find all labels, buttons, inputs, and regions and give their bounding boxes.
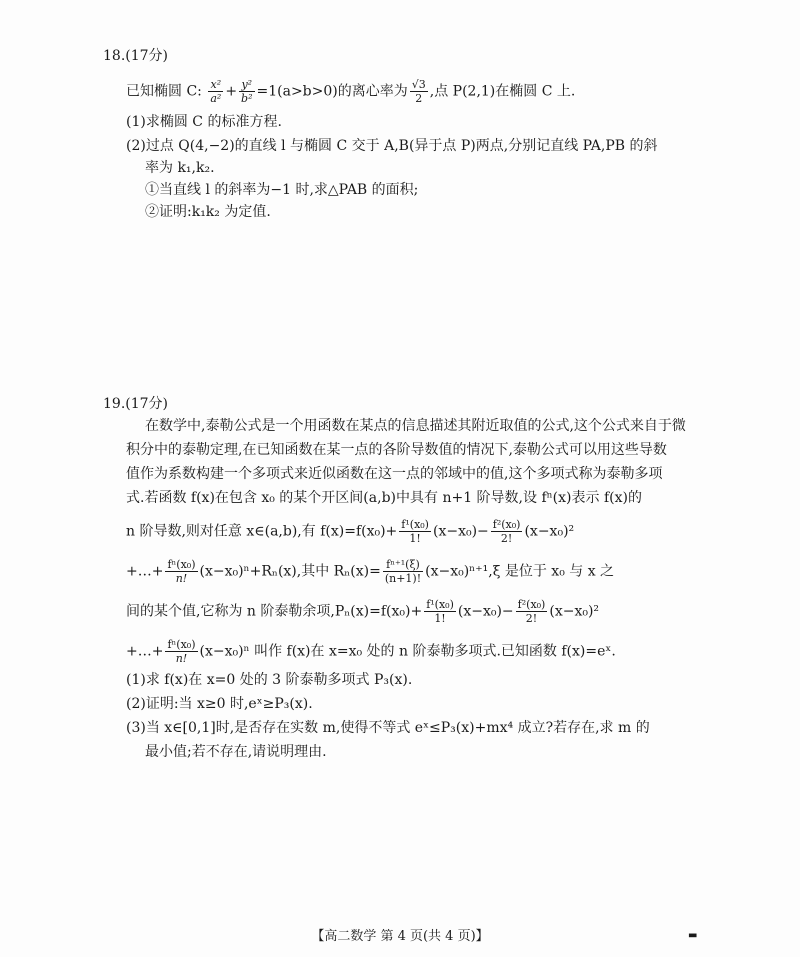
- text-run: n 阶导数,则对任意 x∈(a,b),有 f(x)=f(x₀)+: [126, 523, 398, 540]
- frac-numerator: f¹(x₀): [426, 598, 454, 611]
- text-run: (x−x₀)²: [524, 523, 575, 540]
- text-run: (x−x₀)ⁿ+Rₙ(x),其中 Rₙ(x)=: [199, 563, 381, 580]
- q18-subpart1: ①当直线 l 的斜率为−1 时,求△PAB 的面积;: [145, 182, 419, 198]
- q18-part2-line2: 率为 k₁,k₂.: [145, 160, 215, 176]
- frac-numerator: f²(x₀): [517, 598, 546, 611]
- q18-subpart2: ②证明:k₁k₂ 为定值.: [145, 204, 271, 220]
- q19-part2: (2)证明:当 x≥0 时,eˣ≥P₃(x).: [126, 696, 313, 712]
- frac-denominator: (n+1)!: [384, 572, 422, 585]
- frac-numerator: √3: [411, 78, 426, 91]
- q19-line5: [126, 518, 574, 545]
- frac-denominator: b²: [241, 92, 253, 105]
- remainder-frac: [383, 558, 423, 585]
- q19-part1: (1)求 f(x)在 x=0 处的 3 阶泰勒多项式 P₃(x).: [126, 672, 413, 688]
- text-run: (x−x₀)ⁿ⁺¹,ξ 是位于 x₀ 与 x 之: [425, 563, 615, 580]
- q19-line4: 式.若函数 f(x)在包含 x₀ 的某个开区间(a,b)中具有 n+1 阶导数,设 fⁿ(x)表示 f(x)的: [126, 490, 642, 506]
- plus-sign: +: [225, 83, 238, 100]
- taylor-term-2: [491, 518, 523, 545]
- q18-frac-ecc: [410, 78, 428, 105]
- q18-stem-a: 已知椭圆 C:: [126, 83, 202, 100]
- text-run: (x−x₀)−: [457, 603, 514, 620]
- text-run: (x−x₀)ⁿ 叫作 f(x)在 x=x₀ 处的 n 阶泰勒多项式.已知函数 f(x)=eˣ.: [199, 643, 616, 660]
- frac-numerator: f¹(x₀): [401, 518, 429, 531]
- frac-denominator: 2!: [525, 612, 538, 625]
- q19-line2: 积分中的泰勒定理,在已知函数在某一点的各阶导数值的情况下,泰勒公式可以用这些导数: [126, 442, 667, 458]
- text-run: +…+: [126, 563, 164, 580]
- q18-stem-c: ,点 P(2,1)在椭圆 C 上.: [429, 83, 576, 100]
- frac-denominator: n!: [175, 572, 188, 585]
- q18-header: 18.(17分): [103, 48, 169, 64]
- q19-line6: [126, 558, 614, 585]
- q19-part3-line1: (3)当 x∈[0,1]时,是否存在实数 m,使得不等式 eˣ≤P₃(x)+mx⁴ 成立?若存在,求 m 的: [126, 720, 650, 736]
- taylor-term-1: [399, 518, 431, 545]
- q19-line3: 值作为系数构建一个多项式来近似函数在这一点的邻域中的值,这个多项式称为泰勒多项: [126, 466, 663, 482]
- text-run: +…+: [126, 643, 164, 660]
- frac-denominator: n!: [175, 652, 188, 665]
- text-run: (x−x₀)−: [432, 523, 489, 540]
- frac-denominator: a²: [210, 92, 222, 105]
- frac-numerator: f²(x₀): [492, 518, 521, 531]
- frac-denominator: 2!: [500, 532, 513, 545]
- taylor-poly-term-n: [165, 638, 197, 665]
- q18-part2-line1: (2)过点 Q(4,−2)的直线 l 与椭圆 C 交于 A,B(异于点 P)两点,分别记直线 PA,PB 的斜: [126, 138, 658, 154]
- q18-stem: [126, 78, 575, 105]
- frac-denominator: 1!: [434, 612, 446, 625]
- frac-denominator: 1!: [409, 532, 421, 545]
- q18-stem-b: =1(a>b>0)的离心率为: [256, 83, 408, 100]
- taylor-poly-term-1: [424, 598, 456, 625]
- taylor-poly-term-2: [516, 598, 548, 625]
- q19-line1: 在数学中,泰勒公式是一个用函数在某点的信息描述其附近取值的公式,这个公式来自于微: [145, 418, 686, 434]
- text-run: 间的某个值,它称为 n 阶泰勒余项,Pₙ(x)=f(x₀)+: [126, 603, 423, 620]
- q19-line8: [126, 638, 616, 665]
- frac-numerator: fⁿ⁺¹(ξ): [383, 558, 423, 572]
- q19-header: 19.(17分): [103, 396, 169, 412]
- frac-denominator: 2: [415, 92, 423, 105]
- page-footer: 【高二数学 第 4 页(共 4 页)】: [311, 929, 489, 944]
- corner-mark: ▬: [688, 930, 698, 941]
- taylor-term-n: [165, 558, 197, 585]
- q18-part1: (1)求椭圆 C 的标准方程.: [126, 114, 282, 130]
- q19-line7: [126, 598, 599, 625]
- frac-numerator: fⁿ(x₀): [167, 558, 196, 571]
- text-run: (x−x₀)²: [549, 603, 600, 620]
- frac-numerator: y²: [239, 78, 254, 92]
- q18-frac-x: [208, 78, 223, 105]
- q19-part3-line2: 最小值;若不存在,请说明理由.: [145, 744, 327, 760]
- frac-numerator: fⁿ(x₀): [167, 638, 196, 651]
- frac-numerator: x²: [208, 78, 223, 92]
- q18-frac-y: [239, 78, 254, 105]
